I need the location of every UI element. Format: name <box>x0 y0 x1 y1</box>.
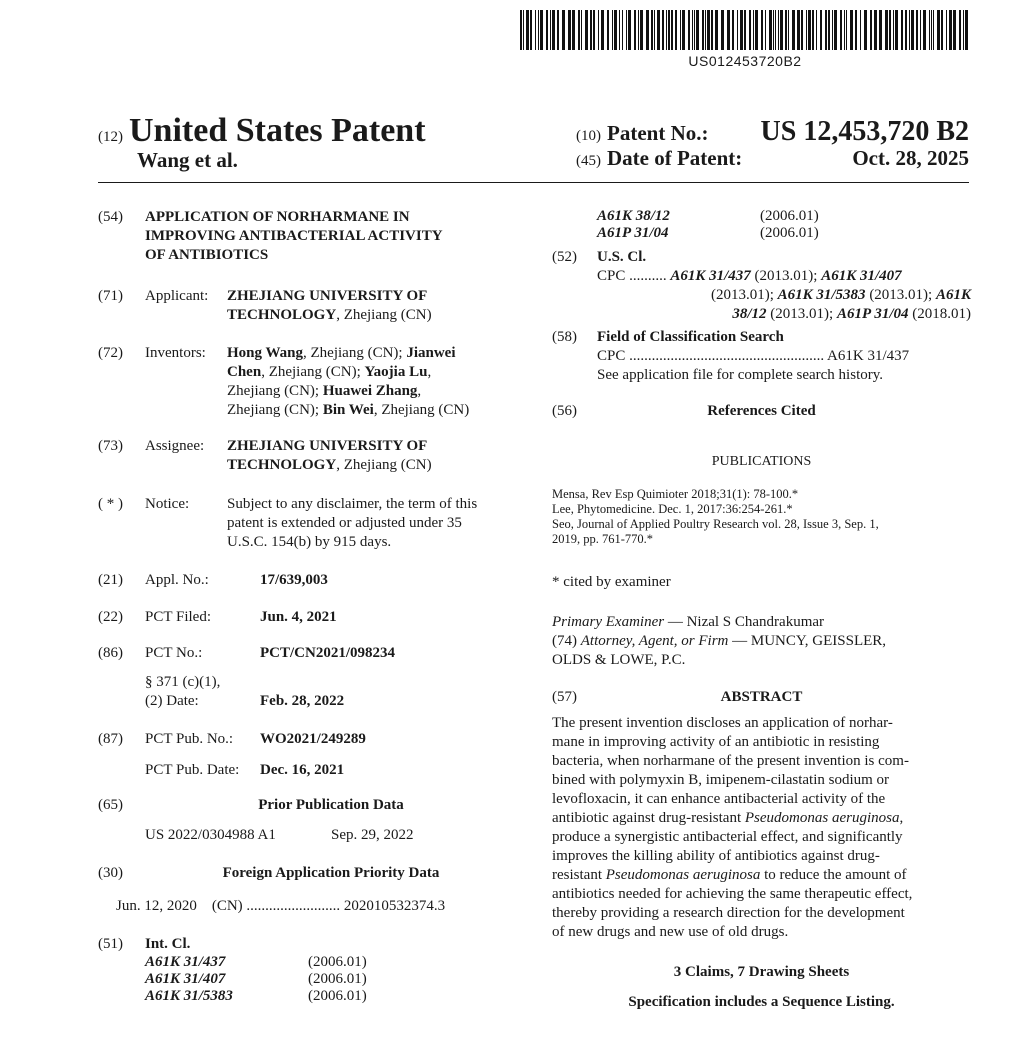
barcode-bar <box>692 10 693 50</box>
barcode-bar <box>640 10 643 50</box>
inventor-name: Hong Wang <box>227 345 304 361</box>
patent-date-row <box>576 146 969 171</box>
patent-date: Oct. 28, 2025 <box>852 146 969 170</box>
class-code: A61P 31/04 <box>836 306 909 322</box>
assignee-value <box>227 437 519 475</box>
abstract-line <box>552 809 971 828</box>
reference-item: Mensa, Rev Esp Quimioter 2018;31(1): 78-100.* <box>552 487 799 501</box>
inventors-label: Inventors: <box>145 345 206 361</box>
barcode-bar <box>820 10 822 50</box>
foreign-priority-heading: Foreign Application Priority Data <box>222 865 440 881</box>
abstract-line: improves the killing ability of antibiotics against drug- <box>552 848 880 864</box>
barcode-bar <box>941 10 943 50</box>
int-cl-row <box>145 971 367 988</box>
barcode-bar <box>590 10 592 50</box>
class-code: A61K 31/407 <box>145 971 226 987</box>
barcode-bar <box>538 10 539 50</box>
barcode-bar <box>732 10 734 50</box>
barcode-bar <box>634 10 636 50</box>
title-line: IMPROVING ANTIBACTERIAL ACTIVITY <box>145 228 443 244</box>
inventor-location: , Zhejiang (CN) <box>373 402 470 418</box>
barcode-bar <box>761 10 763 50</box>
code-56: (56) <box>552 403 577 419</box>
code-87: (87) <box>98 731 123 747</box>
prior-publication-heading: Prior Publication Data <box>258 797 404 813</box>
code-12: (12) <box>98 129 123 145</box>
barcode-bar <box>662 10 664 50</box>
code-21: (21) <box>98 572 123 588</box>
class-code: 38/12 <box>732 306 767 322</box>
barcode-bar <box>870 10 872 50</box>
pct-filed-label: PCT Filed: <box>145 609 211 625</box>
barcode-bar <box>680 10 681 50</box>
class-code: A61K 38/12 <box>597 208 670 224</box>
int-cl-heading: Int. Cl. <box>145 936 191 952</box>
organism-name: Pseudomonas aeruginosa <box>744 810 900 826</box>
barcode-bar <box>778 10 779 50</box>
barcode-bar <box>568 10 571 50</box>
barcode-bar <box>540 10 543 50</box>
notice-line: U.S.C. 154(b) by 915 days. <box>227 534 392 550</box>
barcode-bar <box>844 10 845 50</box>
barcode-bar <box>520 10 522 50</box>
class-code: A61K <box>935 287 971 303</box>
abstract-line: bined with polymyxin B, imipenem-cilastatin sodium or <box>552 772 890 788</box>
class-code: A61K 31/437 <box>145 954 226 970</box>
class-version: (2006.01) <box>760 225 819 241</box>
barcode-bar <box>801 10 803 50</box>
field-search-cpc: CPC .................................................... A61K 31/437 <box>597 348 910 364</box>
notice-label: Notice: <box>145 496 190 512</box>
barcode-bar <box>562 10 565 50</box>
barcode-bar <box>535 10 536 50</box>
barcode-bar <box>832 10 833 50</box>
barcode-bar <box>675 10 677 50</box>
barcode-bar <box>682 10 685 50</box>
class-version: (2013.01); <box>865 287 936 303</box>
barcode-bar <box>557 10 559 50</box>
barcode-bar <box>668 10 670 50</box>
class-version: (2006.01) <box>308 954 367 970</box>
barcode-bar <box>755 10 758 50</box>
barcode-bar <box>765 10 766 50</box>
barcode-bar <box>893 10 894 50</box>
barcode-bar <box>612 10 613 50</box>
barcode-bar <box>651 10 653 50</box>
attorney-name: — MUNCY, GEISSLER, <box>728 633 887 649</box>
barcode-bar <box>705 10 706 50</box>
foreign-priority-line: Jun. 12, 2020 (CN) ......................... 202010532374.3 <box>116 898 446 914</box>
barcode-bar <box>864 10 867 50</box>
barcode-bar <box>737 10 738 50</box>
inventor-name: Huawei Zhang <box>322 383 418 399</box>
barcode-bar <box>846 10 847 50</box>
barcode-bar <box>909 10 910 50</box>
pct-pub-date-label: PCT Pub. Date: <box>145 762 240 778</box>
us-cl-cpc <box>597 267 971 324</box>
int-cl-continued <box>597 208 819 242</box>
barcode-bar <box>860 10 861 50</box>
inventor-location: , <box>417 383 422 399</box>
barcode-bar <box>937 10 940 50</box>
barcode-bar <box>929 10 930 50</box>
sequence-listing-note: Specification includes a Sequence Listing. <box>628 994 895 1010</box>
barcode-bar <box>614 10 617 50</box>
barcode-bar <box>598 10 599 50</box>
attorney-label: Attorney, Agent, or Firm <box>580 633 729 649</box>
us-cl-heading: U.S. Cl. <box>597 249 647 265</box>
barcode-bar <box>607 10 609 50</box>
int-cl-row <box>145 954 367 971</box>
barcode-bar <box>816 10 817 50</box>
pct-pub-no-label: PCT Pub. No.: <box>145 731 234 747</box>
int-cl-list <box>145 954 367 1005</box>
assignee-label: Assignee: <box>145 438 205 454</box>
barcode-bar <box>788 10 789 50</box>
barcode-bar <box>963 10 964 50</box>
class-code: A61K 31/5383 <box>145 988 233 1004</box>
barcode-bar <box>550 10 551 50</box>
prior-pub-number: US 2022/0304988 A1 <box>145 827 276 843</box>
abstract-text <box>552 714 971 942</box>
code-72: (72) <box>98 345 123 361</box>
patent-number-label: Patent No.: <box>607 121 709 145</box>
abstract-text-run: to reduce the amount of <box>760 867 907 883</box>
barcode-bar <box>711 10 713 50</box>
code-74: (74) <box>552 633 581 649</box>
invention-title <box>145 208 525 265</box>
barcode-bar <box>905 10 907 50</box>
pct-filed: Jun. 4, 2021 <box>260 609 337 625</box>
class-code: A61K 31/407 <box>821 268 902 284</box>
pct-no: PCT/CN2021/098234 <box>260 645 395 661</box>
code-71: (71) <box>98 288 123 304</box>
assignee-location: , Zhejiang (CN) <box>336 457 432 473</box>
section-371-date: Feb. 28, 2022 <box>260 693 345 709</box>
applicant-label: Applicant: <box>145 288 209 304</box>
code-73: (73) <box>98 438 123 454</box>
title-line: OF ANTIBIOTICS <box>145 247 269 263</box>
inventor-name: Yaojia Lu <box>364 364 428 380</box>
barcode-bar <box>840 10 842 50</box>
int-cl-row <box>597 225 819 242</box>
barcode-bar <box>530 10 532 50</box>
abstract-text-run: resistant <box>552 867 606 883</box>
barcode-bar <box>593 10 595 50</box>
barcode-bar <box>780 10 783 50</box>
barcode-bar <box>572 10 575 50</box>
reference-item: Seo, Journal of Applied Poultry Research vol. 28, Issue 3, Sep. 1, <box>552 517 879 531</box>
assignee-name: TECHNOLOGY <box>227 457 337 473</box>
code-54: (54) <box>98 209 123 225</box>
title-line: APPLICATION OF NORHARMANE IN <box>145 209 410 225</box>
barcode-bar <box>646 10 649 50</box>
applicant-value <box>227 287 519 325</box>
attorney <box>552 632 886 651</box>
claims-count: 3 Claims, 7 Drawing Sheets <box>673 964 850 980</box>
barcode-bar <box>916 10 918 50</box>
barcode-bar <box>855 10 857 50</box>
class-version: (2018.01) <box>908 306 971 322</box>
barcode-bar <box>808 10 811 50</box>
barcode-bar <box>785 10 787 50</box>
abstract-line: bacteria, when norharmane of the present invention is com- <box>552 753 909 769</box>
examiner-label: Primary Examiner <box>552 614 665 630</box>
barcode-bar <box>825 10 827 50</box>
prior-pub-date: Sep. 29, 2022 <box>331 827 414 843</box>
abstract-text-run: antibiotic against drug-resistant <box>552 810 745 826</box>
reference-item: Lee, Phytomedicine. Dec. 1, 2017:36:254-261.* <box>552 502 793 516</box>
barcode-bar <box>622 10 623 50</box>
code-52: (52) <box>552 249 577 265</box>
barcode-bar <box>920 10 921 50</box>
abstract-heading: ABSTRACT <box>720 689 803 705</box>
class-code: A61P 31/04 <box>597 225 669 241</box>
inventor-location: , Zhejiang (CN); <box>261 364 365 380</box>
attorney-name-line-2: OLDS & LOWE, P.C. <box>552 652 686 668</box>
barcode-bar <box>895 10 898 50</box>
barcode-bar <box>688 10 690 50</box>
abstract-text-run: , <box>899 810 904 826</box>
barcode-bar <box>812 10 814 50</box>
barcode-bar <box>654 10 655 50</box>
notice-text <box>227 495 519 552</box>
abstract-line: levofloxacin, it can enhance antibacterial activity of the <box>552 791 886 807</box>
barcode-bar <box>753 10 754 50</box>
barcode-bar <box>874 10 877 50</box>
applicant-name: TECHNOLOGY <box>227 307 337 323</box>
barcode-bar <box>657 10 660 50</box>
abstract-line: mane in improving activity of an antibiotic in resisting <box>552 734 880 750</box>
barcode-bar <box>850 10 853 50</box>
barcode-bar <box>933 10 934 50</box>
barcode-bar <box>619 10 620 50</box>
inventor-location: , Zhejiang (CN); <box>303 345 407 361</box>
notice-line: patent is extended or adjusted under 35 <box>227 515 462 531</box>
code-22: (22) <box>98 609 123 625</box>
class-version: (2013.01); <box>766 306 837 322</box>
barcode-bar <box>775 10 776 50</box>
code-51: (51) <box>98 936 123 952</box>
code-notice: ( * ) <box>98 496 123 512</box>
primary-examiner <box>552 613 824 632</box>
class-version: (2006.01) <box>308 988 367 1004</box>
code-65: (65) <box>98 797 123 813</box>
barcode-bar <box>834 10 837 50</box>
barcode-bar <box>601 10 604 50</box>
abstract-line: thereby providing a research direction for the development <box>552 905 905 921</box>
barcode-bar <box>526 10 529 50</box>
barcode-bar <box>749 10 751 50</box>
code-58: (58) <box>552 329 577 345</box>
abstract-line: produce a synergistic antibacterial effect, and significantly <box>552 829 903 845</box>
barcode-bar <box>585 10 588 50</box>
abstract-line <box>552 866 971 885</box>
patent-number: US 12,453,720 B2 <box>760 116 969 147</box>
class-version: (2006.01) <box>308 971 367 987</box>
barcode-bar <box>546 10 548 50</box>
references-list <box>552 487 879 547</box>
barcode-bar <box>744 10 746 50</box>
barcode-bar <box>671 10 673 50</box>
pct-no-label: PCT No.: <box>145 645 203 661</box>
applicant-location: , Zhejiang (CN) <box>336 307 432 323</box>
cited-by-examiner: * cited by examiner <box>552 574 671 590</box>
reference-item: 2019, pp. 761-770.* <box>552 532 654 546</box>
references-heading: References Cited <box>707 403 816 419</box>
inventors-value <box>227 344 527 420</box>
document-type: United States Patent <box>129 112 426 149</box>
patent-number-row <box>576 116 969 148</box>
class-code: A61K 31/437 <box>670 268 751 284</box>
barcode-bar <box>792 10 795 50</box>
barcode-bar <box>694 10 695 50</box>
barcode-bar <box>626 10 627 50</box>
barcode-bar <box>773 10 774 50</box>
inventor-location: Zhejiang (CN); <box>227 402 323 418</box>
barcode-bar <box>953 10 956 50</box>
pct-pub-date: Dec. 16, 2021 <box>260 762 345 778</box>
barcode-bar <box>965 10 968 50</box>
code-30: (30) <box>98 865 123 881</box>
barcode-bar <box>879 10 882 50</box>
barcode-bar <box>707 10 710 50</box>
code-86: (86) <box>98 645 123 661</box>
pct-pub-no: WO2021/249289 <box>260 731 366 747</box>
class-version: (2013.01); <box>710 287 778 303</box>
barcode-number: US012453720B2 <box>688 53 802 69</box>
barcode-bar <box>552 10 555 50</box>
patent-date-label: Date of Patent: <box>607 146 743 170</box>
barcode-bar <box>901 10 903 50</box>
publications-heading: PUBLICATIONS <box>711 454 812 469</box>
barcode-bar <box>769 10 772 50</box>
assignee-name: ZHEJIANG UNIVERSITY OF <box>227 438 428 454</box>
barcode-bar <box>828 10 830 50</box>
barcode-bar <box>578 10 580 50</box>
appl-no: 17/639,003 <box>260 572 328 588</box>
code-10: (10) <box>576 128 601 144</box>
inventor-name: Bin Wei <box>322 402 374 418</box>
barcode-bar <box>797 10 800 50</box>
barcode-bar <box>931 10 932 50</box>
examiner-name: — Nizal S Chandrakumar <box>664 614 825 630</box>
barcode-bar <box>740 10 743 50</box>
inventor-short: Wang et al. <box>137 148 238 172</box>
barcode-bar <box>949 10 952 50</box>
barcode-bar <box>806 10 807 50</box>
barcode-bar <box>702 10 704 50</box>
barcode-bar <box>628 10 631 50</box>
inventor-location: Zhejiang (CN); <box>227 383 323 399</box>
barcode-bar <box>885 10 888 50</box>
inventor-name: Chen <box>227 364 262 380</box>
barcode-bar <box>666 10 667 50</box>
class-code: A61K 31/5383 <box>777 287 866 303</box>
code-45: (45) <box>576 153 601 169</box>
class-version: (2013.01); <box>750 268 822 284</box>
barcode-bar <box>923 10 926 50</box>
barcode-bar <box>581 10 582 50</box>
abstract-line: antibiotics needed for achieving the same therapeutic effect, <box>552 886 913 902</box>
code-57: (57) <box>552 689 577 705</box>
barcode-bar <box>727 10 730 50</box>
int-cl-row <box>145 988 367 1005</box>
int-cl-row <box>597 208 819 225</box>
barcode-bar <box>889 10 891 50</box>
barcode-bar <box>946 10 947 50</box>
barcode-bar <box>959 10 961 50</box>
notice-line: Subject to any disclaimer, the term of this <box>227 496 478 512</box>
section-371-label: § 371 (c)(1), <box>145 674 221 690</box>
field-search-note: See application file for complete search history. <box>597 367 884 383</box>
section-371-date-label: (2) Date: <box>145 693 199 709</box>
barcode-bar <box>638 10 639 50</box>
document-type-heading <box>98 112 426 150</box>
appl-no-label: Appl. No.: <box>145 572 209 588</box>
barcode <box>520 10 970 50</box>
field-search-heading: Field of Classification Search <box>597 329 784 345</box>
abstract-line: of new drugs and new use of old drugs. <box>552 924 789 940</box>
organism-name: Pseudomonas aeruginosa <box>605 867 761 883</box>
barcode-bar <box>715 10 718 50</box>
inventor-location: , <box>427 364 432 380</box>
inventor-name: Jianwei <box>406 345 456 361</box>
class-version: (2006.01) <box>760 208 819 224</box>
barcode-bar <box>721 10 724 50</box>
barcode-bar <box>911 10 914 50</box>
header-rule <box>98 182 969 183</box>
abstract-line: The present invention discloses an application of norhar- <box>552 715 893 731</box>
barcode-bar <box>523 10 524 50</box>
applicant-name: ZHEJIANG UNIVERSITY OF <box>227 288 428 304</box>
cpc-label: CPC .......... <box>597 268 667 284</box>
barcode-bar <box>696 10 699 50</box>
